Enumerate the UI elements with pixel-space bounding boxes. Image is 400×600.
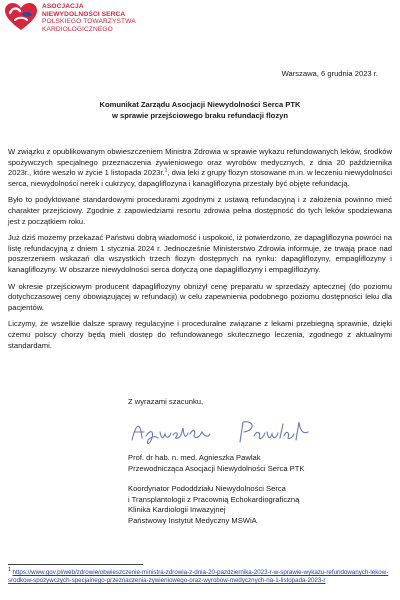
footnote [8,566,390,585]
signer-block [128,453,304,527]
paragraph: Było to podyktowane standardowymi procedurami zgodnymi z ustawą refundacyjną i z założenia powinno mieć charakter przejściowy. Zgodnie z zapowiedziami resortu zdrowia pełna dostępność do tych leków spodziewana jest z początkiem roku. [8,195,392,226]
org-line: POLSKIEGO TOWARZYSTWA [42,18,136,26]
letterhead [4,2,136,33]
org-line: ASOCJACJA [42,3,84,10]
closing-salutation: Z wyrazami szacunku, [128,397,204,406]
affiliation-line: Klinika Kardiologii Inwazyjnej [128,505,226,515]
paragraph-text: , dwa leki z grupy flozyn stosowane m.in. w leczeniu niewydolności serca, niewydolności nerek i cukrzycy, dapagliflozyna i kanagliflozyna przestały być objęte refundacją. [8,168,393,188]
signer-name: Prof. dr hab. n. med. Agnieszka Pawlak [128,453,261,462]
paragraph: Liczymy, że wszelkie dalsze sprawy regulacyjne i proceduralne związane z lekami przebiegną sprawnie, dzięki czemu polscy chorzy będą mieli dostęp do refundowanego skutecznego leczenia, zgodnego z aktualnymi standardami. [8,319,392,350]
paragraph-text: W związku z opublikowanym obwieszczeniem Ministra Zdrowia w sprawie wykazu refundowanych leków, środków spożywczych specjalnego przeznaczenia żywieniowego oraz wyrobów medycznych, z dnia 20 października 2023r., które weszło w życie 1 listopada 2023r. [8,147,392,178]
heart-logo-icon [4,2,38,32]
document-title [0,99,400,121]
organization-name [42,3,136,33]
paragraph: Już dziś możemy przekazać Państwu dobrą wiadomość i uspokoić, iż potwierdzono, że dapagliflozyna powróci na listę refundacyjną z dniem 1 stycznia 2024 r. Jednocześnie Ministerstwo Zdrowia informuje, że trwają prace nad poszerzeniem wskazań dla wszystkich trzech flozyn dostępnych na rynku: dapagliflozyny, empagliflozyny i kanagliflozyny. W obszarze niewydolności serca dotyczą one dapagliflozyny i empagliflozyny. [8,233,392,274]
org-line: KARDIOLOGICZNEGO [42,25,113,33]
place-date: Warszawa, 6 grudnia 2023 r. [281,69,378,78]
affiliation-line: Koordynator Pododdziału Niewydolności Serca [128,484,286,494]
footnote-divider [8,564,143,565]
affiliation-line: i Transplantologii z Pracownią Echokardiograficzną [128,494,300,504]
title-line: w sprawie przejściowego braku refundacji flozyn [112,111,288,120]
org-line: NIEWYDOLNOŚCI SERCA [42,10,126,18]
paragraph: W okresie przejściowym producent dapagliflozyny obniżył cenę preparatu w sprzedaży aptecznej (do poziomu dotychczasowej ceny obowiązującej w refundacji) w celu zapewnienia podobnego poziomu dostępności leku dla pacjentów. [8,281,392,312]
letter-body [8,147,392,357]
paragraph [8,147,392,189]
footnote-ref[interactable]: 1 [164,167,168,174]
footnote-number: 1 [8,567,11,573]
signer-role: Przewodnicząca Asocjacji Niewydolności Serca PTK [128,463,305,473]
title-line: Komunikat Zarządu Asocjacji Niewydolności Serca PTK [99,100,301,109]
affiliation-line: Państwowy Instytut Medyczny MSWiA [128,515,257,525]
handwritten-signature [128,414,318,450]
footnote-link[interactable]: https://www.gov.pl/web/zdrowie/obwieszczenie-ministra-zdrowia-z-dnia-20-pazdziernika-2023-r-w-sprawie-wykazu-refundowanych-lekow-srodkow-spozywczych-specjalnego-przeznaczenia-zywieniowego-oraz-wyrobow-medycznych-na-1-listopada-2023-r [8,569,389,585]
